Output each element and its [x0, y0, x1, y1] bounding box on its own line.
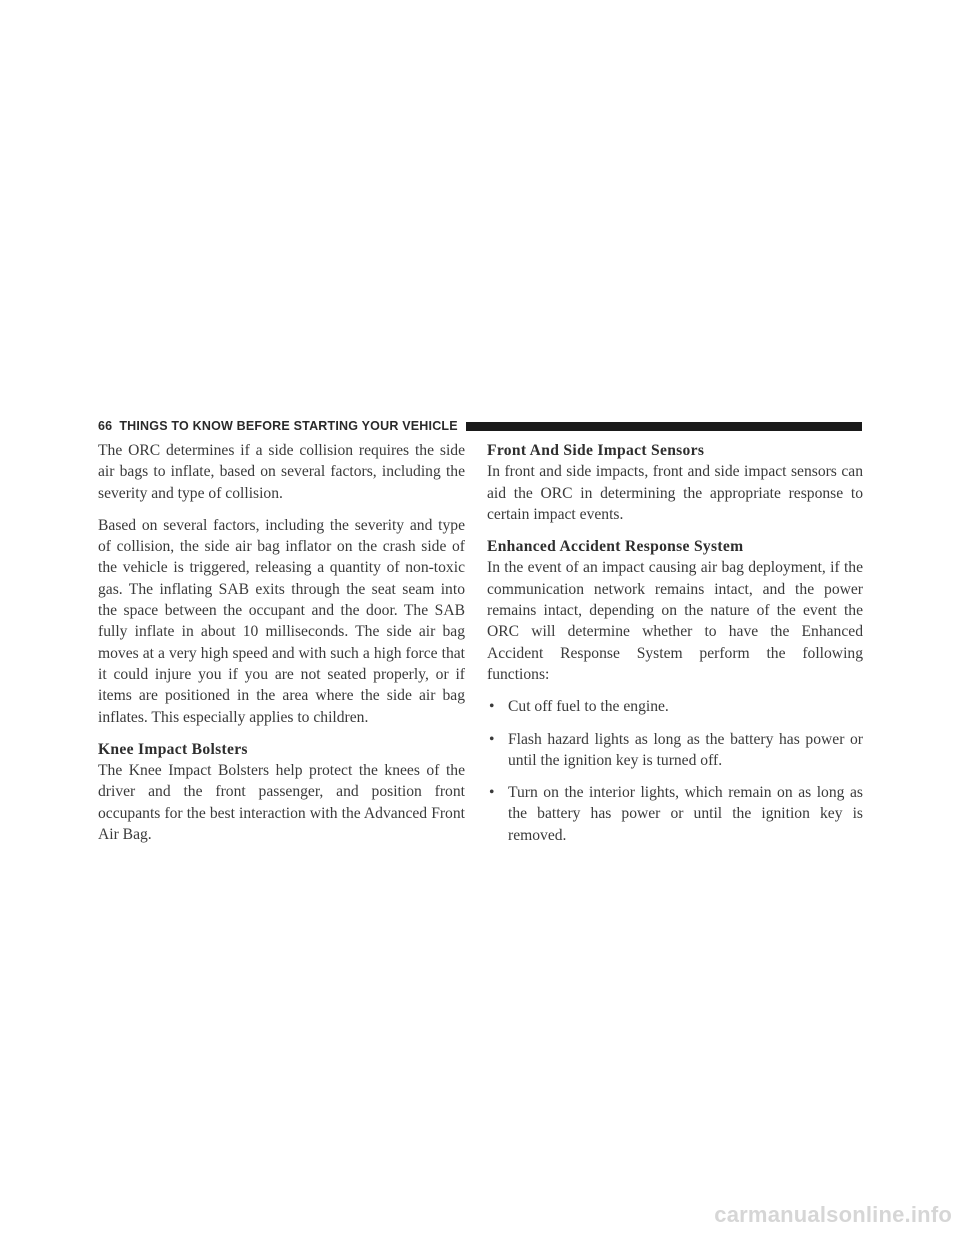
- side-collision-paragraph: The ORC determines if a side collision requires the side air bags to inflate, based on several factors, including the severity and type of collision.: [98, 442, 465, 502]
- list-item-text: Turn on the interior lights, which remain on as long as the battery has power or until the ignition key is removed.: [508, 784, 863, 844]
- page-header: [98, 416, 862, 436]
- ears-functions-list: [487, 696, 863, 846]
- knee-bolsters-paragraph: The Knee Impact Bolsters help protect the knees of the driver and the front passenger, and position front occupants for the best interaction with the Advanced Front Air Bag.: [98, 762, 465, 844]
- list-item: [487, 696, 863, 717]
- list-item-text: Flash hazard lights as long as the battery has power or until the ignition key is turned off.: [508, 730, 863, 769]
- list-item: [487, 782, 863, 846]
- header-rule: [466, 422, 862, 431]
- impact-sensors-paragraph: In front and side impacts, front and side impact sensors can aid the ORC in determining the appropriate response to certain impact events.: [487, 463, 863, 523]
- ears-heading: Enhanced Accident Response System: [487, 538, 744, 556]
- page-number: 66: [98, 419, 113, 433]
- ears-paragraph: In the event of an impact causing air bag deployment, if the communication network remains intact, and the power remains intact, depending on the nature of the event the ORC will determine whether to have the Enhanced Accident Response System perform the following functions:: [487, 559, 863, 683]
- impact-sensors-heading: Front And Side Impact Sensors: [487, 442, 705, 459]
- left-column: [98, 440, 465, 856]
- list-item-text: Cut off fuel to the engine.: [508, 698, 669, 716]
- bullet-icon: •: [489, 730, 495, 748]
- section-title: THINGS TO KNOW BEFORE STARTING YOUR VEHICLE: [119, 419, 458, 433]
- side-airbag-inflation-paragraph: Based on several factors, including the severity and type of collision, the side air bag inflator on the crash side of the vehicle is triggered, releasing a quantity of non-toxic gas. The inflating SAB exits through the seat seam into the space between the occupant and the door. The SAB fully inflate in about 10 milliseconds. The side air bag moves at a very high speed and with such a high force that it could injure you if you are not seated properly, or if items are positioned in the area where the side air bag inflates. This especially applies to children.: [98, 516, 465, 726]
- knee-bolsters-heading: Knee Impact Bolsters: [98, 740, 248, 758]
- bullet-icon: •: [489, 698, 495, 716]
- list-item: [487, 729, 863, 772]
- site-watermark: carmanualsonline.info: [714, 1202, 952, 1227]
- right-column: [487, 440, 863, 857]
- bullet-icon: •: [489, 784, 495, 802]
